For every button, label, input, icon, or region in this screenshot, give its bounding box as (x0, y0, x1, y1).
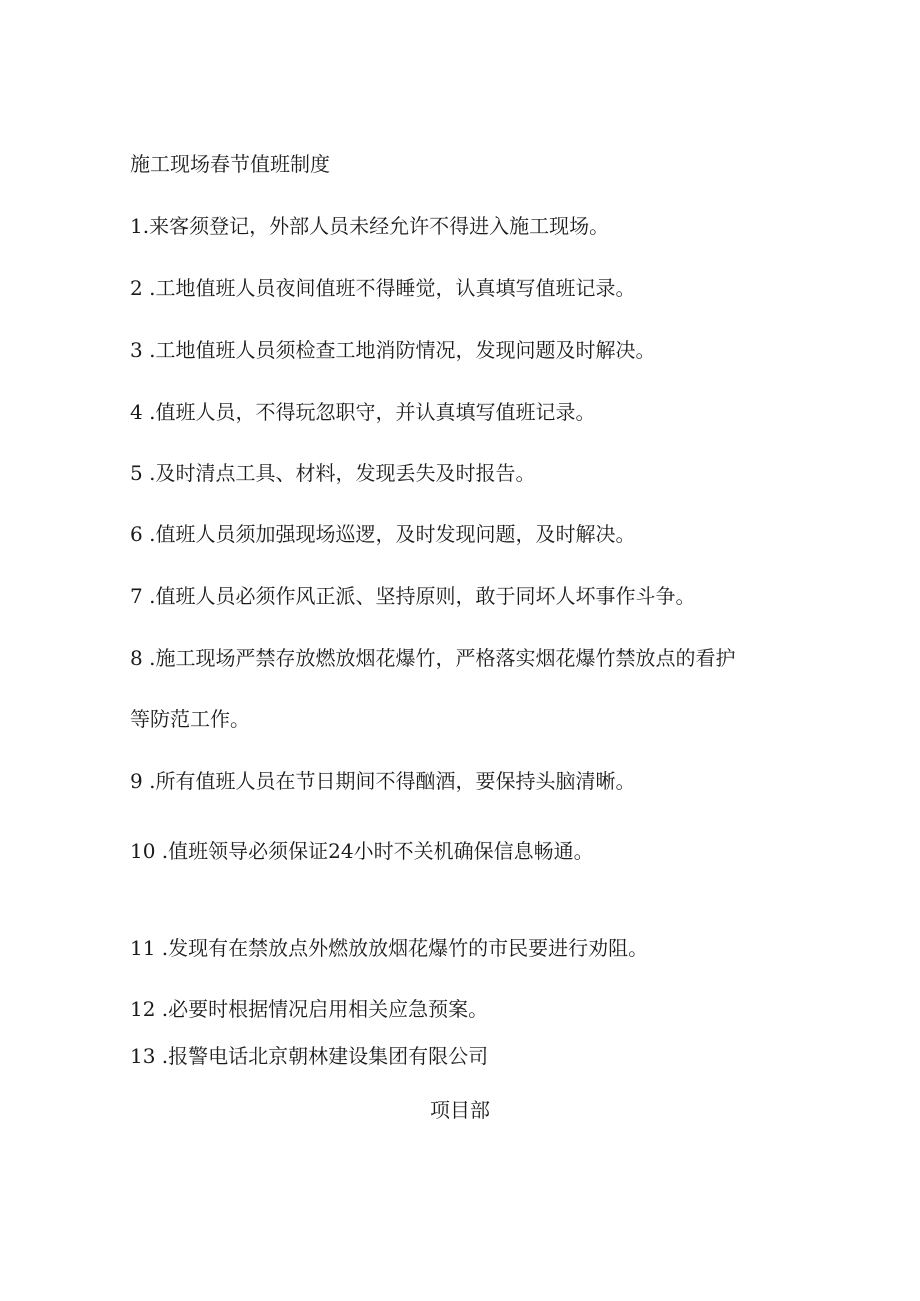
item-number: 11 . (130, 936, 169, 960)
item-number: 9 . (130, 769, 156, 793)
list-item (130, 996, 488, 1022)
list-item (130, 583, 695, 609)
item-number: 2 . (130, 276, 156, 300)
item-text: 值班人员，不得玩忽职守，并认真填写值班记录。 (155, 400, 596, 424)
item-number: 1. (130, 214, 150, 238)
list-item (130, 460, 535, 486)
list-item (130, 213, 609, 239)
item-number: 6 . (130, 522, 156, 546)
item-number: 4 . (130, 400, 156, 424)
item-number: 5 . (130, 461, 156, 485)
item-text: 所有值班人员在节日期间不得酗酒，要保持头脑清晰。 (155, 769, 636, 793)
footer-signature: 项目部 (430, 1098, 490, 1122)
list-item (130, 935, 648, 961)
list-item (130, 337, 655, 363)
list-item (130, 399, 595, 425)
list-item (130, 275, 635, 301)
item-text: 及时清点工具、材料，发现丢失及时报告。 (155, 461, 536, 485)
item-text: 值班人员必须作风正派、坚持原则，敢于同坏人坏事作斗争。 (155, 584, 696, 608)
list-item (130, 1043, 488, 1069)
item-text: 值班人员须加强现场巡逻，及时发现问题，及时解决。 (155, 522, 636, 546)
list-item-continuation (130, 706, 250, 732)
item-text: 工地值班人员夜间值班不得睡觉，认真填写值班记录。 (155, 276, 636, 300)
item-number: 10 . (130, 839, 169, 863)
item-text: 必要时根据情况启用相关应急预案。 (168, 997, 489, 1021)
item-text: 施工现场严禁存放燃放烟花爆竹，严格落实烟花爆竹禁放点的看护 (155, 646, 736, 670)
list-item (130, 768, 635, 794)
item-number: 13 . (130, 1044, 169, 1068)
document-title: 施工现场春节值班制度 (130, 152, 330, 176)
item-text: 工地值班人员须检查工地消防情况，发现问题及时解决。 (155, 338, 656, 362)
item-text: 发现有在禁放点外燃放放烟花爆竹的市民要进行劝阻。 (168, 936, 649, 960)
list-item (130, 838, 594, 864)
item-text: 来客须登记，外部人员未经允许不得进入施工现场。 (149, 214, 610, 238)
item-text: 报警电话北京朝林建设集团有限公司 (168, 1044, 489, 1068)
item-text: 等防范工作。 (130, 707, 250, 731)
item-number: 8 . (130, 646, 156, 670)
item-text: 值班领导必须保证24小时不关机确保信息畅通。 (168, 839, 594, 863)
item-number: 3 . (130, 338, 156, 362)
item-number: 7 . (130, 584, 156, 608)
list-item (130, 645, 735, 671)
item-number: 12 . (130, 997, 169, 1021)
list-item (130, 521, 635, 547)
